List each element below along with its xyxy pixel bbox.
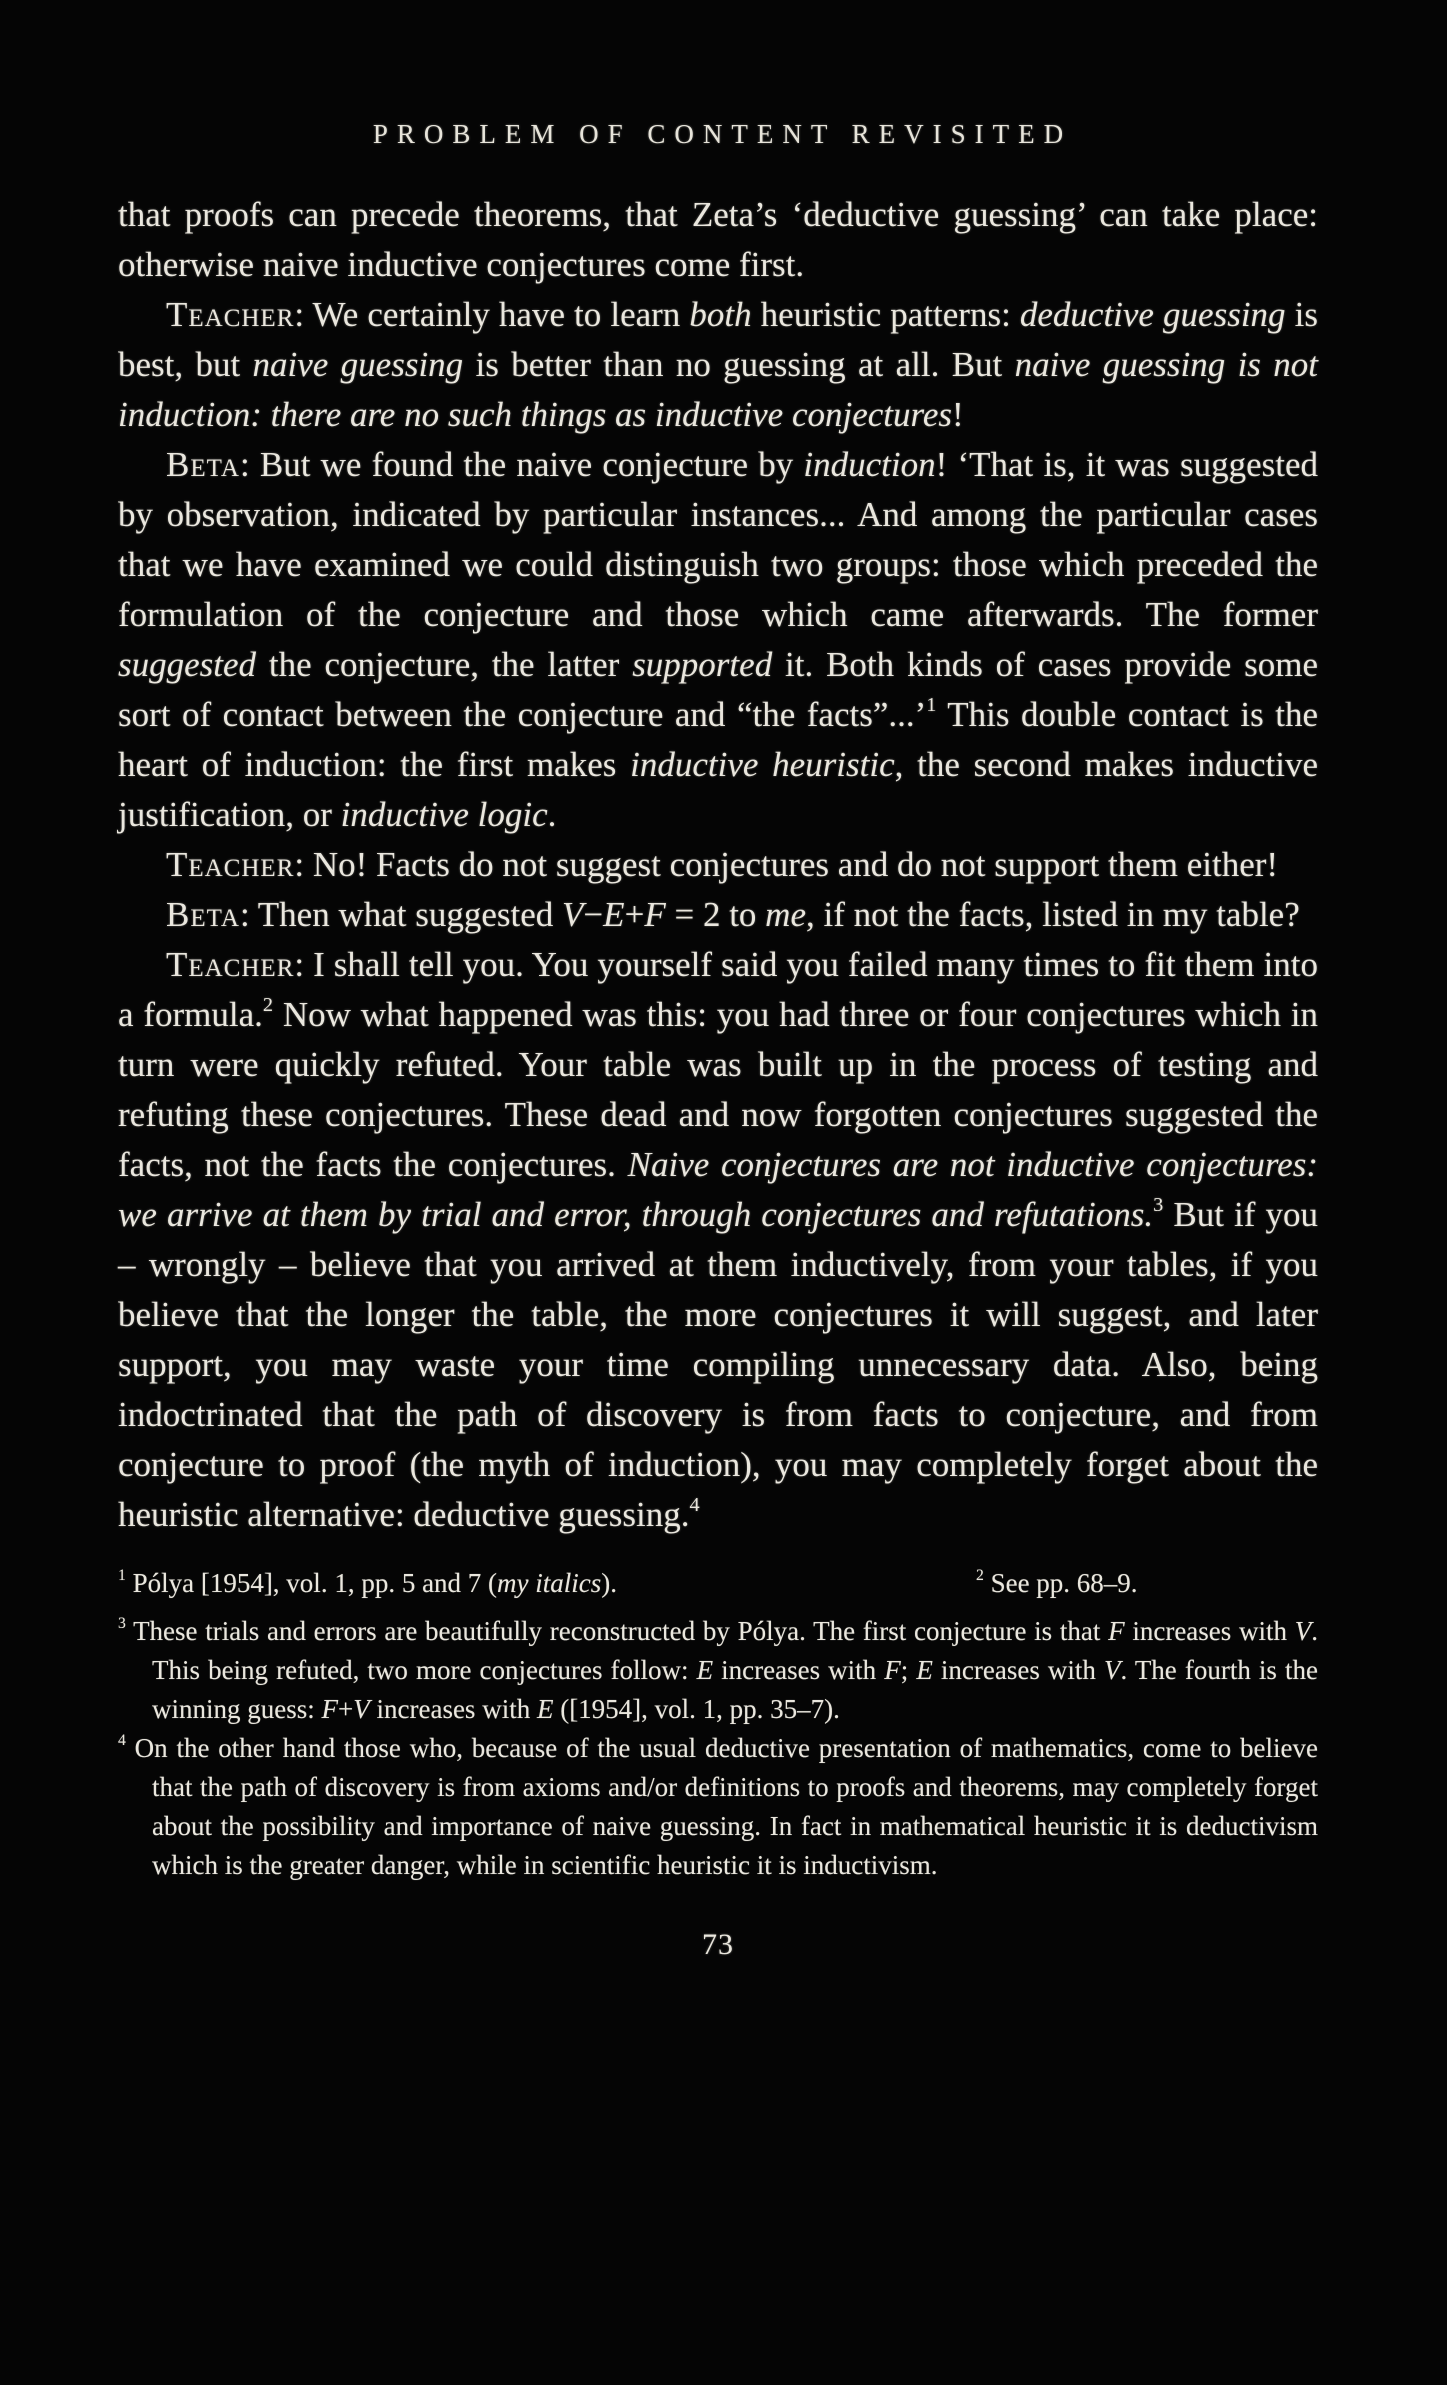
- footnote-marker: 4: [689, 1493, 700, 1516]
- text-run: heuristic patterns:: [751, 295, 1020, 334]
- text-run: : But we found the naive conjecture by: [239, 445, 804, 484]
- text-run: E: [916, 1655, 933, 1685]
- text-run: : Then what suggested: [239, 895, 563, 934]
- text-run: This double contact is the heart of induction: the first makes: [118, 695, 1318, 784]
- text-run: F: [321, 1694, 339, 1724]
- text-run: ([1954], vol. 1, pp. 35–7).: [553, 1694, 840, 1724]
- body-paragraph: [118, 190, 1318, 290]
- text-run: naive guessing: [252, 345, 464, 384]
- body-text: [118, 190, 1318, 1540]
- running-head: PROBLEM OF CONTENT REVISITED: [372, 119, 1073, 149]
- body-paragraph: [118, 840, 1318, 890]
- text-run: F: [884, 1655, 901, 1685]
- text-run: Pólya [1954], vol. 1, pp. 5 and 7 (: [125, 1568, 498, 1598]
- text-run: V: [1103, 1655, 1121, 1685]
- text-run: But if you – wrongly – believe that you arrived at them inductively, from your tables, if you believe that the longer the table, the more conjectures it will suggest, and later support, you may waste your time compiling unnecessary data. Also, being indoctrinated that the path of discovery is from facts to conjecture, and from conjecture to proof (the myth of induction), you may completely forget about the heuristic alternative: deductive guessing.: [118, 1195, 1318, 1534]
- text-run: ).: [601, 1568, 618, 1598]
- text-run: , if not the facts, listed in my table?: [805, 895, 1300, 934]
- text-run: inductive heuristic: [630, 745, 895, 784]
- footnote: [118, 1612, 1318, 1729]
- footnote-marker: 2: [262, 993, 274, 1016]
- text-run: . This being refuted, two more conjectures follow:: [152, 1616, 1318, 1685]
- text-run: On the other hand those who, because of the usual deductive presentation of mathematics, come to believe that the path of discovery is from axioms and/or definitions to proofs and theorems, may completely forget about the possibility and importance of naive guessing. In fact in mathematical heuristic it is deductivism which is the greater danger, while in scientific heuristic it is inductivism.: [125, 1733, 1318, 1880]
- footnote-row: [118, 1564, 1318, 1603]
- text-run: it. Both kinds of cases provide some sort of contact between the conjecture and “the facts”...’: [118, 645, 1318, 734]
- text-run: E: [696, 1655, 714, 1685]
- text-run: Teacher: [166, 845, 295, 884]
- text-run: suggested: [118, 645, 257, 684]
- text-run: increases with: [1124, 1616, 1295, 1646]
- text-run: me: [765, 895, 806, 934]
- text-run: −: [583, 895, 604, 934]
- text-run: supported: [632, 645, 773, 684]
- text-run: , the second makes inductive justification, or: [118, 745, 1318, 834]
- footnote-marker: 3: [1153, 1193, 1164, 1216]
- text-run: is best, but: [118, 295, 1318, 384]
- text-run: . The fourth is the winning guess:: [152, 1655, 1318, 1724]
- text-run: : We certainly have to learn: [294, 295, 690, 334]
- text-run: deductive guessing: [1019, 295, 1286, 334]
- text-run: These trials and errors are beautifully reconstructed by Pólya. The first conjecture is that: [125, 1616, 1109, 1646]
- text-run: Beta: [166, 445, 240, 484]
- text-column: [118, 0, 1318, 1965]
- text-run: Teacher: [166, 945, 295, 984]
- text-run: V: [1294, 1616, 1312, 1646]
- footnote-marker: 1: [926, 693, 937, 716]
- text-run: : I shall tell you. You yourself said you failed many times to fit them into a formula.: [118, 945, 1318, 1034]
- body-paragraph: [118, 290, 1318, 440]
- text-run: increases with: [369, 1694, 537, 1724]
- footnote-marker: 2: [976, 1567, 984, 1585]
- text-run: +: [624, 895, 645, 934]
- text-run: increases with: [932, 1655, 1104, 1685]
- body-paragraph: [118, 940, 1318, 1540]
- text-run: See pp. 68–9.: [983, 1568, 1138, 1598]
- footnote-marker: 1: [118, 1567, 126, 1585]
- text-run: inductive logic: [340, 795, 548, 834]
- footnote: [976, 1564, 1138, 1603]
- text-run: is better than no guessing at all. But: [463, 345, 1015, 384]
- text-run: E: [536, 1694, 554, 1724]
- text-run: ! ‘That is, it was suggested by observation, indicated by particular instances... And among the particular cases that we have examined we could distinguish two groups: those which preceded the formulation of the conjecture and those which came afterwards. The former: [118, 445, 1318, 634]
- text-run: = 2 to: [665, 895, 766, 934]
- text-run: Teacher: [166, 295, 295, 334]
- text-run: .: [547, 795, 557, 834]
- footnote-marker: 3: [118, 1615, 126, 1633]
- text-run: +: [338, 1694, 354, 1724]
- text-run: F: [644, 895, 666, 934]
- footnote-blocks: [118, 1612, 1318, 1885]
- footnote: [118, 1729, 1318, 1885]
- text-run: ;: [900, 1655, 917, 1685]
- text-run: the conjecture, the latter: [256, 645, 633, 684]
- text-run: V: [353, 1694, 370, 1724]
- footnote: [118, 1564, 617, 1603]
- text-run: !: [951, 395, 964, 434]
- text-run: Beta: [166, 895, 240, 934]
- body-paragraph: [118, 890, 1318, 940]
- text-run: : No! Facts do not suggest conjectures and do not support them either!: [294, 845, 1279, 884]
- text-run: induction: [803, 445, 936, 484]
- text-run: Now what happened was this: you had three or four conjectures which in turn were quickly refuted. Your table was built up in the process of testing and refuting these conjectures. These dead and now forgotten conjectures suggested the facts, not the facts the conjectures.: [118, 995, 1318, 1184]
- text-run: F: [1108, 1616, 1125, 1646]
- text-run: Naive conjectures are not inductive conjectures: we arrive at them by trial and error, through conjectures and refutations.: [118, 1145, 1318, 1234]
- text-run: V: [562, 895, 584, 934]
- footnotes: [118, 1564, 1318, 1885]
- text-run: my italics: [497, 1568, 602, 1598]
- text-run: naive guessing is not induction: there are no such things as inductive conjectures: [118, 345, 1318, 434]
- footnote-marker: 4: [118, 1732, 126, 1750]
- text-run: E: [603, 895, 625, 934]
- page-number: 73: [702, 1928, 734, 1961]
- text-run: increases with: [713, 1655, 885, 1685]
- text-run: that proofs can precede theorems, that Zeta’s ‘deductive guessing’ can take place: otherwise naive inductive conjectures come first.: [118, 195, 1318, 284]
- text-run: both: [689, 295, 752, 334]
- body-paragraph: [118, 440, 1318, 840]
